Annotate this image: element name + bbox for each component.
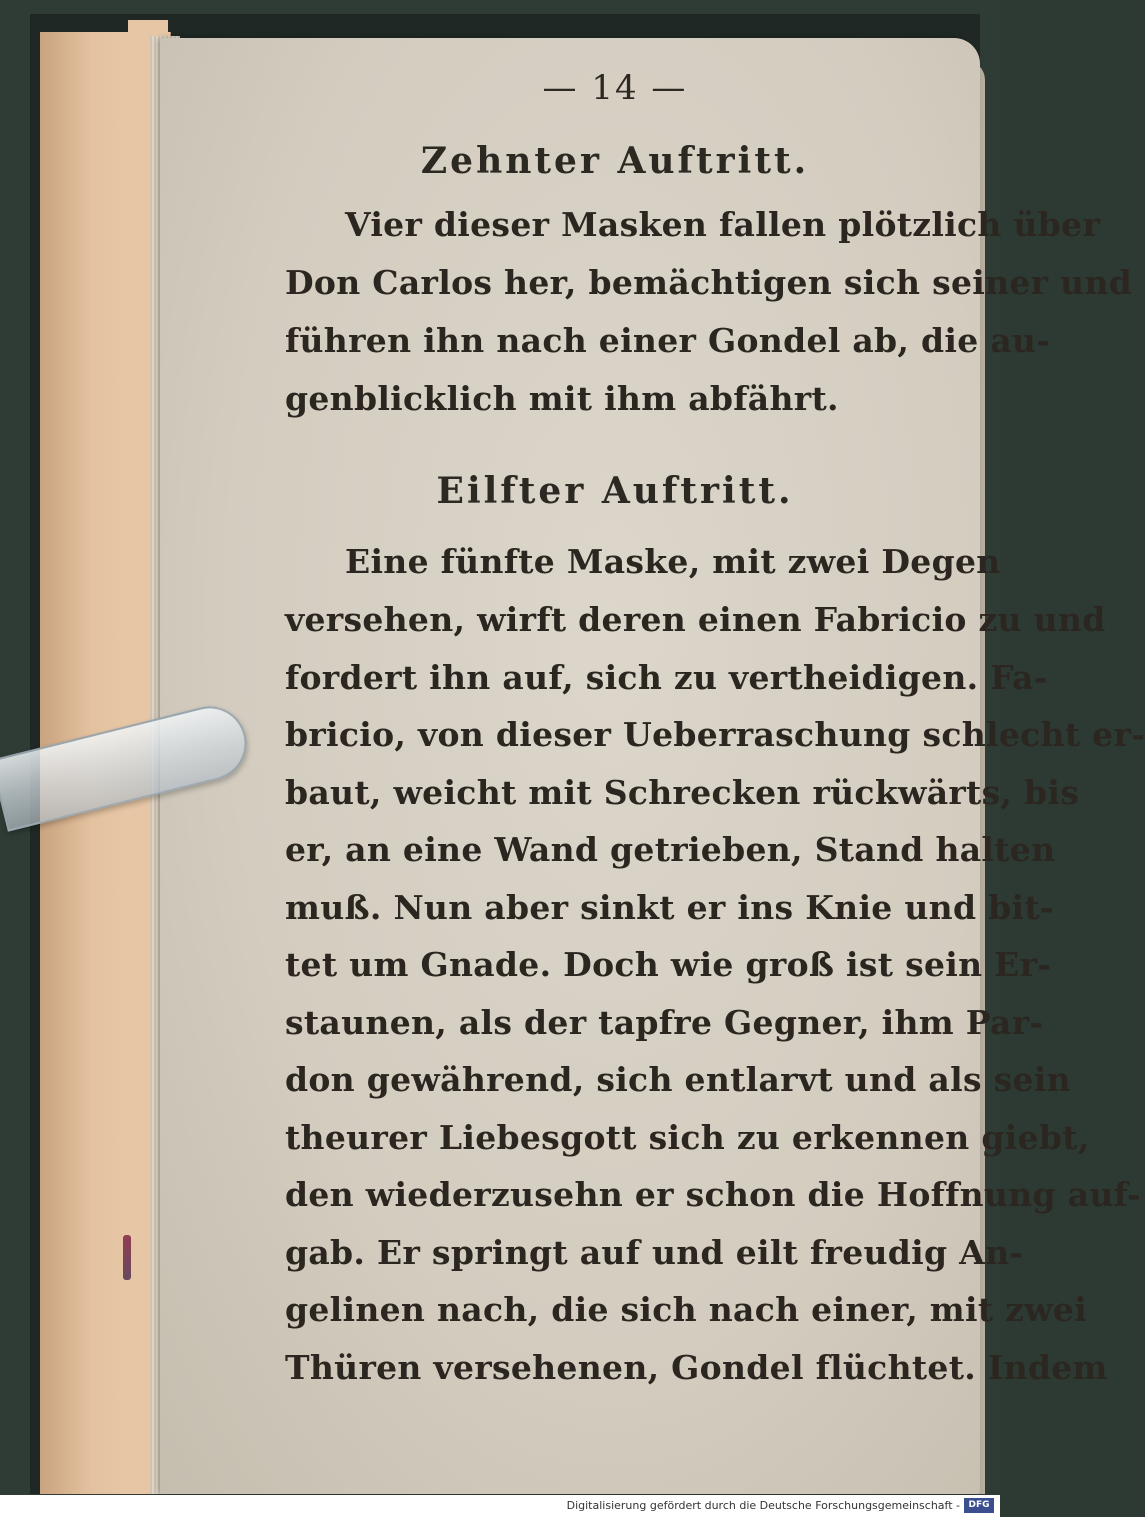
text-line: versehen, wirft deren einen Fabricio zu und: [285, 600, 1106, 639]
footer-bar: [0, 1495, 1000, 1517]
text-line: Don Carlos her, bemächtigen sich seiner und: [285, 263, 1133, 302]
text-line: bricio, von dieser Ueberraschung schlecht er-: [285, 715, 1145, 754]
text-line: tet um Gnade. Doch wie groß ist sein Er-: [285, 945, 1052, 984]
text-line: führen ihn nach einer Gondel ab, die au-: [285, 321, 1051, 360]
dfg-logo: DFG: [964, 1498, 994, 1513]
text-line: Vier dieser Masken fallen plötzlich über: [345, 205, 1101, 244]
funding-note: Digitalisierung gefördert durch die Deutsche Forschungsgemeinschaft -: [566, 1499, 960, 1512]
text-line: baut, weicht mit Schrecken rückwärts, bis: [285, 773, 1080, 812]
text-line: don gewährend, sich entlarvt und als sein: [285, 1060, 1071, 1099]
text-line: Thüren versehenen, Gondel flüchtet. Indem: [285, 1348, 1108, 1387]
text-line: staunen, als der tapfre Gegner, ihm Par-: [285, 1003, 1044, 1042]
text-line: theurer Liebesgott sich zu erkennen giebt,: [285, 1118, 1090, 1157]
text-line: gab. Er springt auf und eilt freudig An-: [285, 1233, 1024, 1272]
scene-heading-10: Zehnter Auftritt.: [420, 140, 810, 182]
page-number: — 14 —: [542, 68, 688, 108]
text-line: muß. Nun aber sinkt er ins Knie und bit-: [285, 888, 1054, 927]
ink-mark: [123, 1235, 131, 1280]
text-line: den wiederzusehn er schon die Hoffnung auf-: [285, 1175, 1141, 1214]
text-line: er, an eine Wand getrieben, Stand halten: [285, 830, 1056, 869]
text-line: Eine fünfte Maske, mit zwei Degen: [345, 542, 1001, 581]
text-line: genblicklich mit ihm abfährt.: [285, 379, 839, 418]
book-page: [160, 38, 980, 1494]
text-line: fordert ihn auf, sich zu vertheidigen. Fa-: [285, 658, 1048, 697]
text-line: gelinen nach, die sich nach einer, mit zwei: [285, 1290, 1088, 1329]
scene-heading-11: Eilfter Auftritt.: [436, 470, 794, 512]
